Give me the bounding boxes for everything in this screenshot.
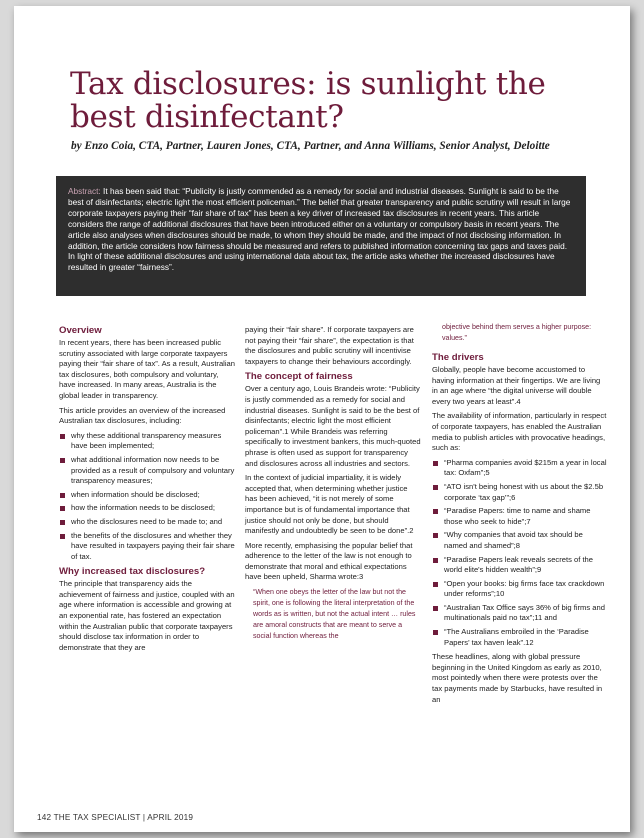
heading-concept-fairness: The concept of fairness xyxy=(245,371,353,383)
list-item: how the information needs to be disclosed; xyxy=(59,503,235,514)
paragraph: The availability of information, particularly in respect of corporate taxpayers, has enabled the Australian media to publish articles with provocative headings, such as: xyxy=(432,411,607,453)
abstract-label: Abstract: xyxy=(68,186,101,196)
list-item: “Why companies that avoid tax should be named and shamed”;8 xyxy=(432,530,608,551)
column-1 xyxy=(59,325,235,657)
list-item: the benefits of the disclosures and whether they have resulted in taxpayers paying their fair share of tax. xyxy=(59,531,235,563)
column-2 xyxy=(245,325,421,646)
paragraph: Globally, people have become accustomed to having information at their fingertips. We are living in an age where “the digital universe will double every two years at least”.4 xyxy=(432,365,601,406)
paragraph: Over a century ago, Louis Brandeis wrote: “Publicity is justly commended as a remedy for social and industrial diseases. Sunlight is said to be the best of disinfectants; electric light the most efficient policeman”.1 While Brandeis was referring specifically to investment bankers, this much-quoted phrase is often used as support for transparency and disclosures across all industries and sectors. xyxy=(245,384,421,468)
bullet-list xyxy=(432,458,608,649)
paragraph: More recently, emphasising the popular belief that adherence to the letter of the law is not enough to demonstrate that moral and ethical expectations have been upheld, Sharma wrote:3 xyxy=(245,540,413,582)
heading-why-increased: Why increased tax disclosures? xyxy=(59,566,206,578)
block-quote-end: objective behind them serves a higher purpose: values.” xyxy=(442,323,592,342)
magazine-page xyxy=(14,6,630,832)
article-title: Tax disclosures: is sunlight the best disinfectant? xyxy=(70,66,546,135)
heading-overview: Overview xyxy=(59,325,102,336)
list-item: who the disclosures need to be made to; and xyxy=(59,517,235,528)
list-item: why these additional transparency measures have been implemented; xyxy=(59,431,235,452)
list-item: when information should be disclosed; xyxy=(59,490,235,501)
abstract-text: It has been said that: “Publicity is justly commended as a remedy for social and industrial diseases. Sunlight is said to be the best of disinfectants; electric light the most efficient policeman.” The belief that greater transparency and public scrutiny will result in large corporate taxpayers paying their “fair share of tax” has been a key driver of increased tax disclosures in recent years. This article considers the range of additional disclosures that have been introduced either on a voluntary or compulsory basis in recent years. The article also analyses when disclosures should be made, to whom they should be made, and the impact of not disclosing information. In addition, the article considers how fairness should be measured and refers to published information concerning tax gaps and taxes paid. In light of these additional disclosures and using international data about tax, the article asks whether the increased disclosures have resulted in greater “fairness”. xyxy=(68,186,571,273)
list-item: “The Australians embroiled in the ‘Paradise Papers’ tax haven leak”.12 xyxy=(432,627,608,648)
paragraph: In the context of judicial impartiality, it is widely accepted that, when determining whether justice has been achieved, “it is not merely of some importance but is of fundamental importance that justice should not only be done, but should manifestly and undoubtedly be seen to be done”.2 xyxy=(245,473,414,536)
bullet-list xyxy=(59,431,235,563)
abstract-box xyxy=(56,176,586,296)
column-3 xyxy=(432,325,608,709)
page-footer: 142 THE TAX SPECIALIST | APRIL 2019 xyxy=(37,813,194,822)
list-item: what additional information now needs to be provided as a result of compulsory and voluntary transparency measures; xyxy=(59,455,235,487)
block-quote: “When one obeys the letter of the law but not the spirit, one is following the literal interpretation of the words as is written, but not the actual intent … rules are amoral constructs that are meant to serve a social function whereas the xyxy=(253,588,416,641)
heading-drivers: The drivers xyxy=(432,352,484,363)
paragraph: paying their “fair share”. If corporate taxpayers are not paying their “fair share”, the expectation is that the disclosures and public scrutiny will incentivise taxpayers to change their behaviours accordingly. xyxy=(245,325,414,366)
list-item: “Pharma companies avoid $215m a year in local tax: Oxfam”;5 xyxy=(432,458,608,479)
list-item: “Paradise Papers: time to name and shame those who seek to hide”;7 xyxy=(432,506,608,527)
article-byline: by Enzo Coia, CTA, Partner, Lauren Jones, CTA, Partner, and Anna Williams, Senior Analyst, Deloitte xyxy=(71,140,550,152)
list-item: “Open your books: big firms face tax crackdown under reforms”;10 xyxy=(432,579,608,600)
paragraph: This article provides an overview of the increased Australian tax disclosures, including: xyxy=(59,405,226,426)
paragraph: In recent years, there has been increased public scrutiny associated with large corporate taxpayers paying their “fair share of tax”. As a result, Australian tax disclosures, both compulsory and voluntary, have increased. In many areas, Australia is the global leader in transparency. xyxy=(59,338,236,400)
list-item: “ATO isn't being honest with us about the $2.5b corporate ‘tax gap’”;6 xyxy=(432,482,608,503)
list-item: “Australian Tax Office says 36% of big firms and multinationals paid no tax”;11 and xyxy=(432,603,608,624)
paragraph: The principle that transparency aids the achievement of fairness and justice, coupled with an age where information is accessible and growing at an exponential rate, has fostered an expectation within the Australian public that corporate taxpayers should disclose tax information in order to demonstrate that they are xyxy=(59,579,235,652)
list-item: “Paradise Papers leak reveals secrets of the world elite's hidden wealth”;9 xyxy=(432,555,608,576)
paragraph: These headlines, along with global pressure beginning in the United Kingdom as early as 2010, most pointedly when there were protests over the tax payments made by Starbucks, have resulted in an xyxy=(432,652,603,704)
